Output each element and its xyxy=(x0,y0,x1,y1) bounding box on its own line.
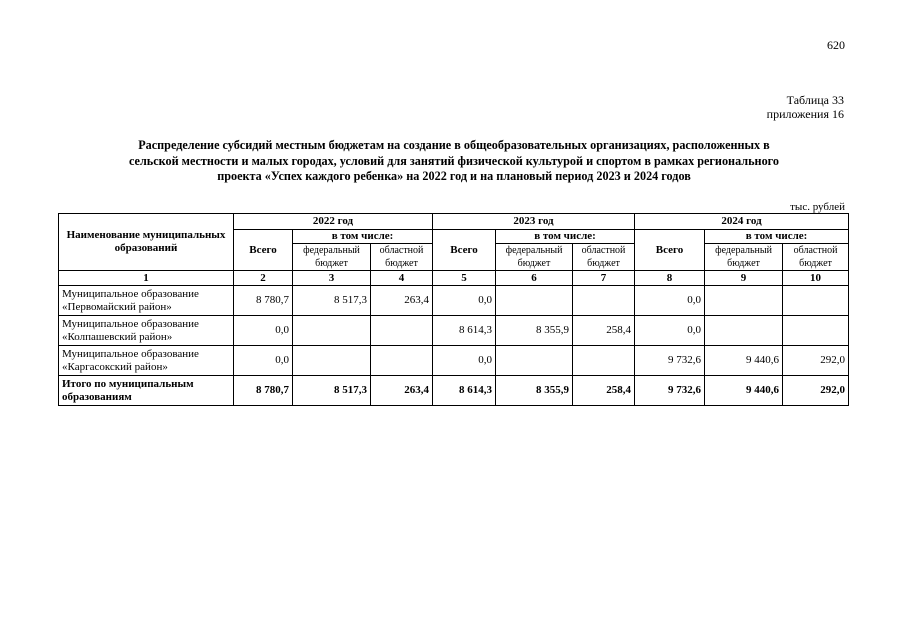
column-number: 7 xyxy=(573,271,635,286)
column-number: 4 xyxy=(371,271,433,286)
total-value-cell: 8 355,9 xyxy=(496,376,573,406)
value-cell: 9 732,6 xyxy=(635,346,705,376)
header-year-2023: 2023 год xyxy=(433,214,635,230)
title-line: проекта «Успех каждого ребенка» на 2022 год и на плановый период 2023 и 2024 годов xyxy=(217,169,691,183)
value-cell: 8 517,3 xyxy=(293,286,371,316)
value-cell xyxy=(371,346,433,376)
document-title xyxy=(60,138,848,185)
header-federal: федеральный бюджет xyxy=(496,244,573,271)
column-number: 5 xyxy=(433,271,496,286)
page-number: 620 xyxy=(827,38,845,52)
column-number: 2 xyxy=(234,271,293,286)
header-total: Всего xyxy=(433,230,496,271)
value-cell xyxy=(293,346,371,376)
value-cell xyxy=(783,316,849,346)
header-row-years xyxy=(59,214,849,230)
units-label: тыс. рублей xyxy=(790,201,845,213)
header-year-2024: 2024 год xyxy=(635,214,849,230)
value-cell: 0,0 xyxy=(433,286,496,316)
value-cell: 258,4 xyxy=(573,316,635,346)
header-federal: федеральный бюджет xyxy=(705,244,783,271)
value-cell: 8 355,9 xyxy=(496,316,573,346)
total-value-cell: 258,4 xyxy=(573,376,635,406)
value-cell xyxy=(293,316,371,346)
header-including: в том числе: xyxy=(705,230,849,244)
value-cell xyxy=(573,346,635,376)
value-cell: 0,0 xyxy=(234,346,293,376)
total-value-cell: 8 780,7 xyxy=(234,376,293,406)
total-value-cell: 292,0 xyxy=(783,376,849,406)
header-total: Всего xyxy=(635,230,705,271)
header-name-col: Наименование муниципальных образований xyxy=(59,214,234,271)
value-cell xyxy=(573,286,635,316)
column-number: 3 xyxy=(293,271,371,286)
value-cell: 0,0 xyxy=(234,316,293,346)
header-federal: федеральный бюджет xyxy=(293,244,371,271)
header-total: Всего xyxy=(234,230,293,271)
column-number: 9 xyxy=(705,271,783,286)
header-including: в том числе: xyxy=(496,230,635,244)
column-number: 1 xyxy=(59,271,234,286)
value-cell: 0,0 xyxy=(433,346,496,376)
total-value-cell: 9 440,6 xyxy=(705,376,783,406)
municipality-name: Муниципальное образование «Первомайский район» xyxy=(59,286,234,316)
header-including: в том числе: xyxy=(293,230,433,244)
value-cell: 9 440,6 xyxy=(705,346,783,376)
subsidy-table xyxy=(58,213,849,406)
title-line: сельской местности и малых городах, условий для занятий физической культурой и спортом в рамках регионального xyxy=(128,153,779,168)
value-cell xyxy=(783,286,849,316)
table-reference xyxy=(767,93,844,121)
total-value-cell: 263,4 xyxy=(371,376,433,406)
column-number: 6 xyxy=(496,271,573,286)
value-cell: 0,0 xyxy=(635,316,705,346)
value-cell: 0,0 xyxy=(635,286,705,316)
value-cell: 263,4 xyxy=(371,286,433,316)
title-line: Распределение субсидий местным бюджетам на создание в общеобразовательных организациях, расположенных в xyxy=(138,138,770,152)
value-cell: 8 614,3 xyxy=(433,316,496,346)
column-number-row xyxy=(59,271,849,286)
header-year-2022: 2022 год xyxy=(234,214,433,230)
total-value-cell: 8 517,3 xyxy=(293,376,371,406)
total-value-cell: 9 732,6 xyxy=(635,376,705,406)
header-regional: областной бюджет xyxy=(573,244,635,271)
header-regional: областной бюджет xyxy=(783,244,849,271)
municipality-name: Муниципальное образование «Каргасокский район» xyxy=(59,346,234,376)
value-cell: 292,0 xyxy=(783,346,849,376)
municipality-name: Муниципальное образование «Колпашевский район» xyxy=(59,316,234,346)
value-cell xyxy=(705,316,783,346)
value-cell xyxy=(705,286,783,316)
column-number: 10 xyxy=(783,271,849,286)
value-cell xyxy=(496,346,573,376)
table-number: Таблица 33 xyxy=(786,93,844,107)
total-row xyxy=(59,376,849,406)
total-value-cell: 8 614,3 xyxy=(433,376,496,406)
value-cell xyxy=(371,316,433,346)
column-number: 8 xyxy=(635,271,705,286)
table-row xyxy=(59,346,849,376)
appendix-number: приложения 16 xyxy=(766,107,844,121)
value-cell xyxy=(496,286,573,316)
value-cell: 8 780,7 xyxy=(234,286,293,316)
table-row xyxy=(59,286,849,316)
total-label: Итого по муниципальным образованиям xyxy=(59,376,234,406)
header-regional: областной бюджет xyxy=(371,244,433,271)
table-row xyxy=(59,316,849,346)
